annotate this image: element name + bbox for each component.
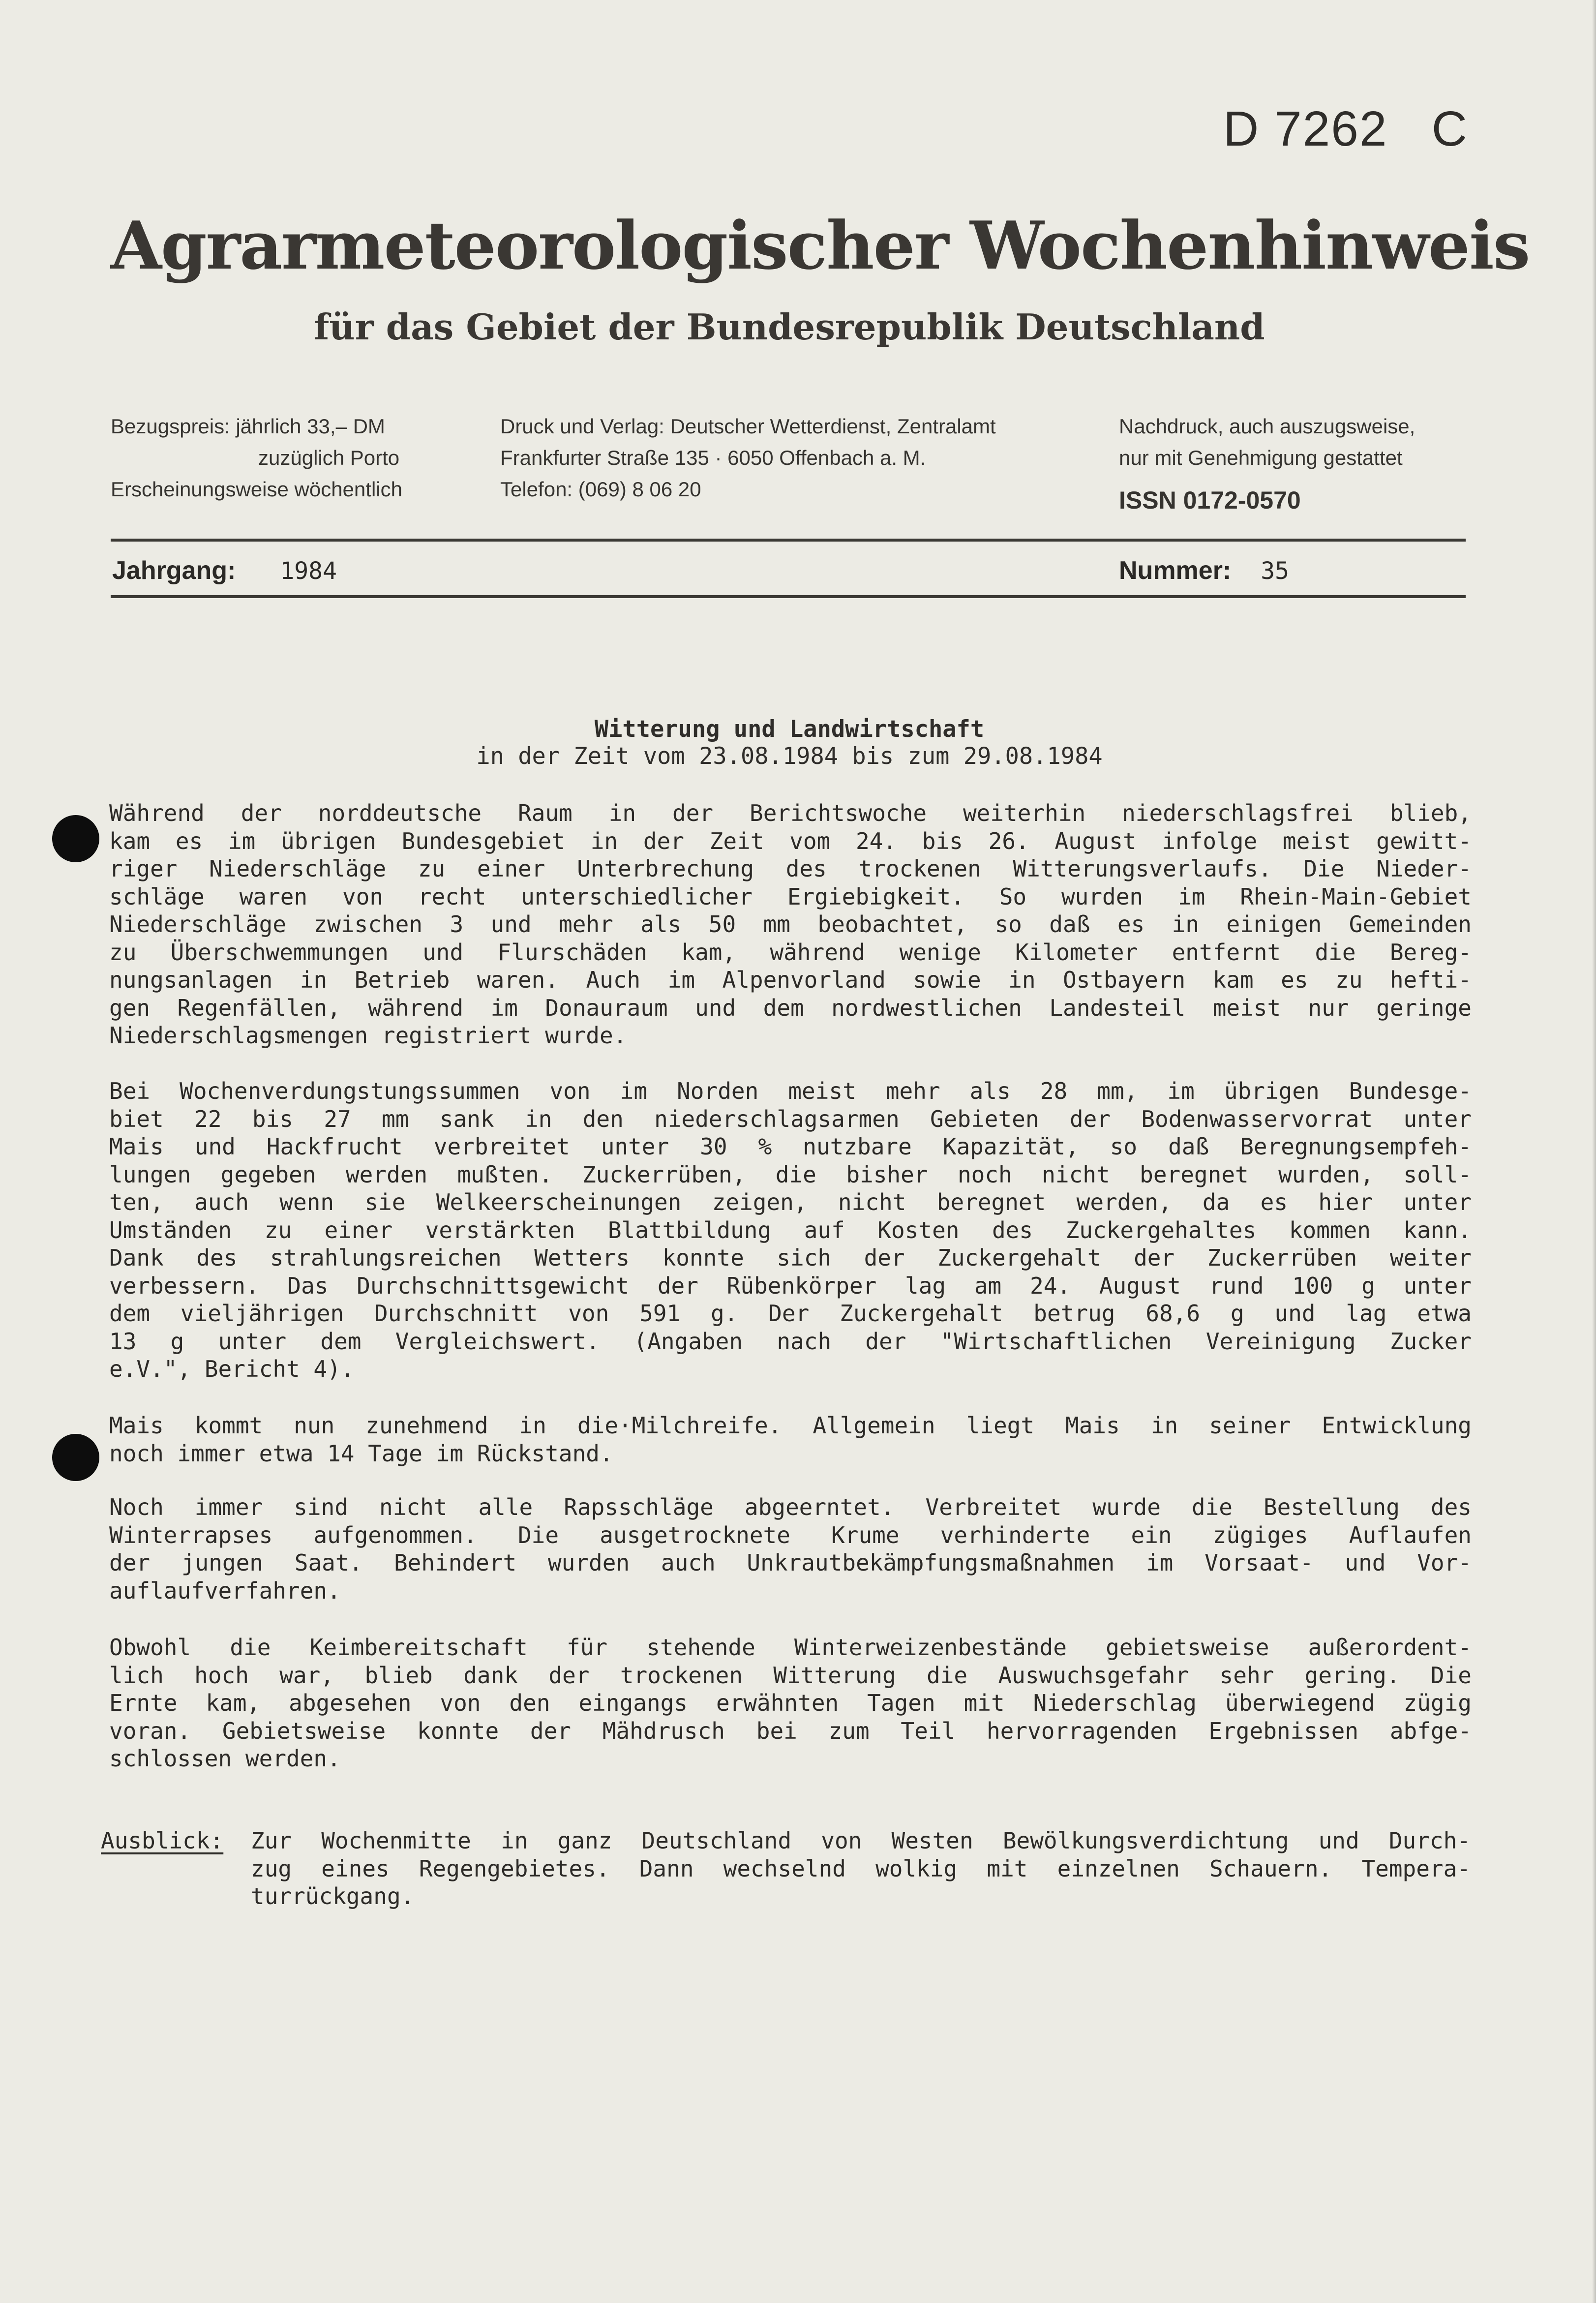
subscription-price: Bezugspreis: jährlich 33,– DM [111, 415, 385, 438]
text-line: 13 g unter dem Vergleichswert. (Angaben nach der "Wirtschaftlichen Vereinigung Zucker [109, 1328, 1472, 1355]
paragraph-evaporation [109, 1077, 1472, 1383]
text-line: gen Regenfällen, während im Donauraum und dem nordwestlichen Landesteil meist nur geringe [109, 994, 1472, 1021]
page-title: Agrarmeteorologischer Wochenhinweis [111, 207, 1530, 284]
punch-hole-bottom [52, 1434, 99, 1481]
text-line: ten, auch wenn sie Welkeerscheinungen zeigen, nicht beregnet werden, da es hier unter [109, 1189, 1472, 1215]
publisher-info [500, 411, 996, 505]
text-line: e.V.", Bericht 4). [109, 1356, 355, 1382]
text-line: schlossen werden. [109, 1745, 341, 1772]
text-line: Obwohl die Keimbereitschaft für stehende Winterweizenbestände gebietsweise außerordent- [109, 1634, 1472, 1661]
text-line: zug eines Regengebietes. Dann wechselnd wolkig mit einzelnen Schauern. Tempera- [251, 1855, 1471, 1882]
page-edge-shadow [1592, 0, 1596, 2303]
text-line: Niederschlagsmengen registriert wurde. [109, 1022, 627, 1049]
text-line: dem vieljährigen Durchschnitt von 591 g. Der Zuckergehalt betrug 68,6 g und lag etwa [109, 1300, 1472, 1327]
text-line: Zur Wochenmitte in ganz Deutschland von Westen Bewölkungsverdichtung und Durch- [251, 1827, 1471, 1854]
issue-field [1119, 556, 1289, 585]
volume-value: 1984 [280, 557, 337, 585]
paragraph-rapeseed [109, 1493, 1472, 1605]
publisher-name: Druck und Verlag: Deutscher Wetterdienst, Zentralamt [500, 415, 996, 438]
article-period: in der Zeit vom 23.08.1984 bis zum 29.08.1984 [476, 743, 1103, 770]
text-line: riger Niederschläge zu einer Unterbrechung des trockenen Witterungsverlaufs. Die Nieder- [109, 855, 1472, 882]
subscription-postage: zuzüglich Porto [258, 446, 400, 469]
text-line: Mais und Hackfrucht verbreitet unter 30 % nutzbare Kapazität, so daß Beregnungsempfeh- [109, 1133, 1472, 1160]
text-line: verbessern. Das Durchschnittsgewicht der Rübenkörper lag am 24. August rund 100 g unter [109, 1272, 1472, 1299]
outlook-label-text: Ausblick: [101, 1827, 224, 1854]
document-code: D 7262 C [1223, 101, 1468, 156]
text-line: Dank des strahlungsreichen Wetters konnte sich der Zuckergehalt der Zuckerrüben weiter [109, 1244, 1472, 1271]
outlook-text [251, 1827, 1471, 1910]
issn-number: ISSN 0172-0570 [1119, 486, 1301, 514]
article-heading: Witterung und Landwirtschaft [594, 716, 985, 743]
text-line: auflaufverfahren. [109, 1577, 341, 1604]
paragraph-maize [109, 1412, 1472, 1467]
volume-field [112, 556, 337, 585]
copyright-line-1: Nachdruck, auch auszugsweise, [1119, 415, 1415, 438]
text-line: lich hoch war, blieb dank der trockenen Witterung die Auswuchsgefahr sehr gering. Die [109, 1662, 1472, 1689]
text-line: noch immer etwa 14 Tage im Rückstand. [109, 1440, 613, 1467]
divider-top [111, 539, 1466, 542]
text-line: voran. Gebietsweise konnte der Mähdrusch bei zum Teil hervorragenden Ergebnissen abfge- [109, 1717, 1472, 1744]
paragraph-weather [109, 799, 1472, 1050]
publication-frequency: Erscheinungsweise wöchentlich [111, 478, 402, 501]
publisher-address: Frankfurter Straße 135 · 6050 Offenbach a. M. [500, 446, 926, 469]
subscription-info [111, 411, 402, 505]
text-line: Niederschläge zwischen 3 und mehr als 50 mm beobachtet, so daß es in einigen Gemeinden [109, 911, 1472, 938]
divider-bottom [111, 595, 1466, 598]
issue-label: Nummer: [1119, 556, 1232, 585]
text-line: schläge waren von recht unterschiedlicher Ergiebigkeit. So wurden im Rhein-Main-Gebiet [109, 883, 1472, 910]
publisher-phone: Telefon: (069) 8 06 20 [500, 478, 701, 501]
copyright-line-2: nur mit Genehmigung gestattet [1119, 446, 1403, 469]
text-line: Bei Wochenverdungstungssummen von im Norden meist mehr als 28 mm, im übrigen Bundesge- [109, 1078, 1472, 1104]
text-line: turrückgang. [251, 1883, 415, 1909]
punch-hole-top [52, 815, 99, 862]
page-subtitle: für das Gebiet der Bundesrepublik Deutschland [314, 306, 1265, 348]
text-line: Ernte kam, abgesehen von den eingangs erwähnten Tagen mit Niederschlag überwiegend zügig [109, 1690, 1472, 1716]
text-line: Umständen zu einer verstärkten Blattbildung auf Kosten des Zuckergehaltes kommen kann. [109, 1216, 1472, 1243]
text-line: nungsanlagen in Betrieb waren. Auch im Alpenvorland sowie in Ostbayern kam es zu hefti- [109, 967, 1472, 993]
text-line: Winterrapses aufgenommen. Die ausgetrocknete Krume verhinderte ein zügiges Auflaufen [109, 1521, 1472, 1548]
volume-label: Jahrgang: [112, 556, 236, 585]
text-line: Mais kommt nun zunehmend in die·Milchreife. Allgemein liegt Mais in seiner Entwicklung [109, 1412, 1472, 1439]
text-line: zu Überschwemmungen und Flurschäden kam, während wenige Kilometer entfernt die Bereg- [109, 939, 1472, 966]
text-line: Während der norddeutsche Raum in der Berichtswoche weiterhin niederschlagsfrei blieb, [109, 800, 1472, 826]
copyright-info [1119, 411, 1415, 516]
outlook-label [101, 1827, 223, 1855]
text-line: kam es im übrigen Bundesgebiet in der Zeit vom 24. bis 26. August infolge meist gewitt- [109, 827, 1472, 854]
text-line: Noch immer sind nicht alle Rapsschläge abgeerntet. Verbreitet wurde die Bestellung des [109, 1494, 1472, 1520]
text-line: lungen gegeben werden mußten. Zuckerrüben, die bisher noch nicht beregnet wurden, soll- [109, 1161, 1472, 1188]
text-line: der jungen Saat. Behindert wurden auch Unkrautbekämpfungsmaßnahmen im Vorsaat- und Vor- [109, 1549, 1472, 1576]
issue-value: 35 [1261, 557, 1290, 585]
text-line: biet 22 bis 27 mm sank in den niederschlagsarmen Gebieten der Bodenwasservorrat unter [109, 1105, 1472, 1132]
paragraph-wheat [109, 1634, 1472, 1773]
